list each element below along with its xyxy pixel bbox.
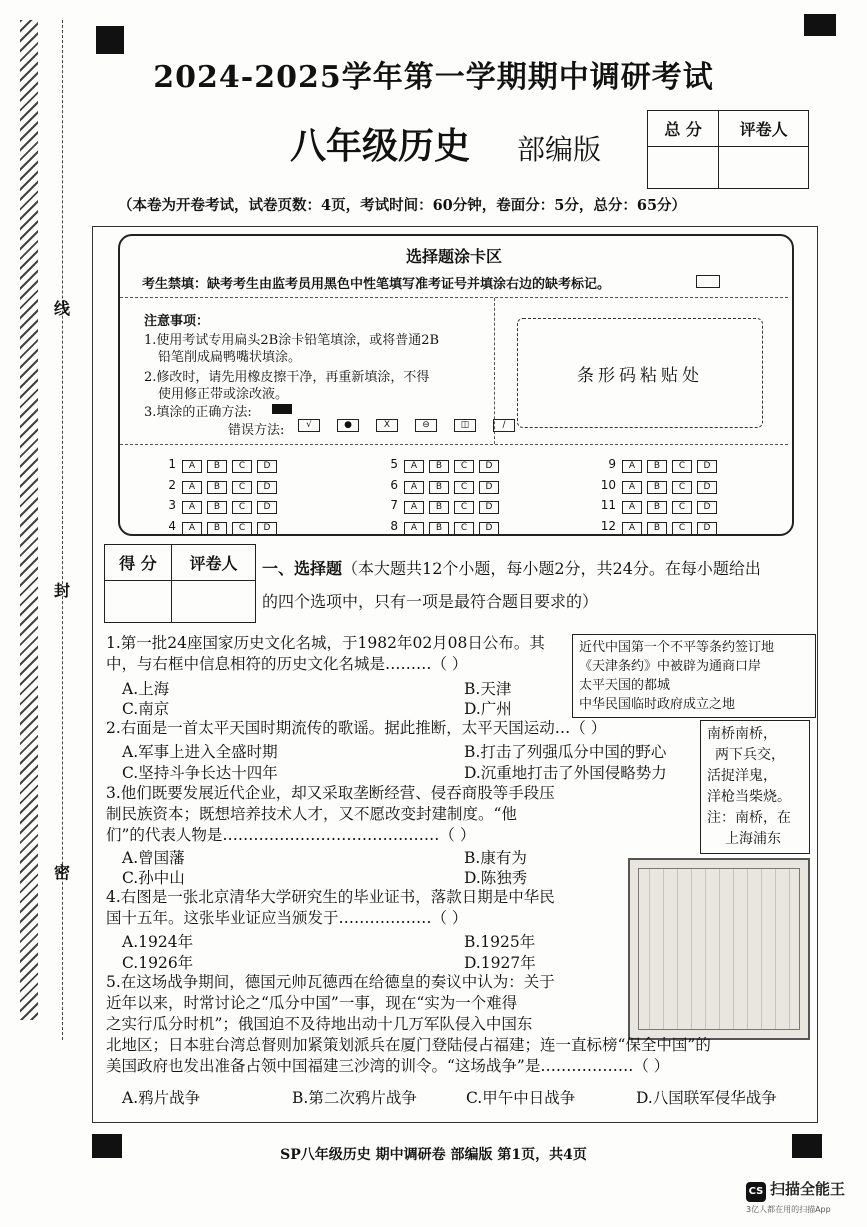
bubble-c[interactable]: C: [454, 522, 474, 535]
bubble-a[interactable]: A: [622, 501, 642, 514]
scanner-watermark: [746, 1178, 845, 1202]
bubble-b[interactable]: B: [647, 481, 667, 494]
bubble-d[interactable]: D: [697, 501, 717, 514]
bubble-d[interactable]: D: [697, 522, 717, 535]
answer-column-2: [382, 453, 504, 535]
bubble-a[interactable]: A: [622, 522, 642, 535]
bubble-b[interactable]: B: [429, 481, 449, 494]
question-2: [106, 718, 606, 739]
bubble-b[interactable]: B: [429, 522, 449, 535]
ballad-line: 活捉洋鬼，: [707, 768, 777, 784]
option[interactable]: C.坚持斗争长达十四年: [122, 764, 278, 782]
bubble-a[interactable]: A: [622, 460, 642, 473]
bubble-c[interactable]: C: [672, 522, 692, 535]
ballad-note: 注：南桥，在: [707, 810, 791, 826]
option[interactable]: D.沉重地打击了外国侵略势力: [464, 764, 667, 782]
wrong-mark-slash: ∕: [493, 419, 515, 432]
total-score-label: 总 分: [648, 111, 719, 147]
answer-column-3: [600, 453, 722, 535]
bubble-c[interactable]: C: [232, 522, 252, 535]
question-text-line: 国十五年。这张毕业证应当颁发于………………（ ）: [106, 909, 468, 927]
answer-card-title: 选择题涂卡区: [405, 247, 502, 266]
grader-cell[interactable]: [719, 147, 809, 189]
side-label-feng: 封: [54, 581, 71, 600]
exam-edition: 部编版: [517, 133, 602, 166]
bubble-a[interactable]: A: [404, 460, 424, 473]
option[interactable]: B.康有为: [464, 849, 527, 867]
question-text-line: 中，与右框中信息相符的历史文化名城是………（ ）: [106, 655, 468, 673]
bubble-d[interactable]: D: [479, 460, 499, 473]
bubble-a[interactable]: A: [404, 501, 424, 514]
source-line: 太平天国的都城: [579, 678, 671, 693]
barcode-label: 条形码粘贴处: [577, 365, 703, 386]
scanner-tagline: 3亿人都在用的扫描App: [746, 1205, 831, 1214]
option[interactable]: A.鸦片战争: [122, 1089, 201, 1107]
bubble-d[interactable]: D: [697, 481, 717, 494]
note-line-3: 2.修改时，请先用橡皮擦干净，再重新填涂，不得: [144, 370, 430, 385]
binding-dashed-line: [62, 20, 63, 1040]
question-number: 5: [390, 457, 398, 471]
option[interactable]: D.1927年: [464, 954, 536, 972]
section-score-label: 得 分: [105, 545, 172, 581]
ballad-line: 南桥南桥，: [707, 726, 777, 742]
barcode-area: [517, 318, 763, 428]
question-number: 7: [390, 498, 398, 512]
bubble-d[interactable]: D: [697, 460, 717, 473]
question-text-line: 们”的代表人物是……………………………………（ ）: [106, 826, 476, 844]
option[interactable]: A.1924年: [122, 933, 194, 951]
wrong-mark-partial: ⊖: [415, 419, 437, 432]
note-line-1: 1.使用考试专用扁头2B涂卡铅笔填涂，或将普通2B: [144, 333, 440, 348]
corner-mark-top-right: [804, 14, 836, 36]
bubble-d[interactable]: D: [257, 460, 277, 473]
section-score-cell[interactable]: [105, 581, 172, 623]
bubble-a[interactable]: A: [182, 501, 202, 514]
bubble-a[interactable]: A: [622, 481, 642, 494]
binding-hatch: [20, 20, 38, 1020]
answer-row: [160, 453, 282, 474]
wrong-method-examples: [298, 419, 520, 432]
bubble-c[interactable]: C: [232, 460, 252, 473]
question-number: 3: [168, 498, 176, 512]
bubble-b[interactable]: B: [207, 522, 227, 535]
option[interactable]: B.天津: [464, 680, 512, 698]
bubble-b[interactable]: B: [429, 460, 449, 473]
question-text-line: 之实行瓜分时机”；俄国迫不及待地出动十几万军队侵入中国东: [106, 1015, 533, 1033]
option[interactable]: B.打击了列强瓜分中国的野心: [464, 743, 667, 761]
section-grader-cell[interactable]: [171, 581, 255, 623]
question-5: [106, 972, 711, 1077]
bubble-d[interactable]: D: [257, 501, 277, 514]
answer-row: [160, 494, 282, 515]
bubble-c[interactable]: C: [454, 460, 474, 473]
wrong-method-label: 错误方法:: [228, 423, 285, 438]
bubble-b[interactable]: B: [429, 501, 449, 514]
bubble-b[interactable]: B: [207, 501, 227, 514]
question-text-line: 制民族资本；既想培养技术人才，又不愿改变封建制度。“他: [106, 805, 517, 823]
bubble-c[interactable]: C: [454, 501, 474, 514]
question-3: [106, 783, 555, 846]
option[interactable]: A.军事上进入全盛时期: [122, 743, 278, 761]
section-score-box: [104, 544, 256, 623]
question-number: 9: [608, 457, 616, 471]
question-text-line: 美国政府也发出准备占领中国福建三沙湾的训令。“这场战争”是………………（ ）: [106, 1057, 670, 1075]
question-1: [106, 633, 545, 675]
answer-row: [600, 515, 722, 536]
wrong-mark-half: ◫: [454, 419, 476, 432]
correct-method-label: 3.填涂的正确方法:: [144, 405, 252, 420]
bubble-a[interactable]: A: [404, 481, 424, 494]
bubble-d[interactable]: D: [479, 501, 499, 514]
answer-row: [382, 494, 504, 515]
card-divider-2: [120, 444, 788, 445]
option[interactable]: B.1925年: [464, 933, 536, 951]
ballad-note: 上海浦东: [725, 831, 781, 847]
section-instructions-1: （本大题共12个小题，每小题2分，共24分。在每小题给出: [342, 559, 761, 578]
section-grader-label: 评卷人: [171, 545, 255, 581]
answer-row: [160, 515, 282, 536]
option[interactable]: C.南京: [122, 700, 170, 718]
source-line: 《天津条约》中被辟为通商口岸: [579, 659, 762, 674]
answer-column-1: [160, 453, 282, 535]
absent-notice: 考生禁填：缺考考生由监考员用黑色中性笔填写准考证号并填涂右边的缺考标记。: [142, 277, 611, 292]
question-text-line: 4.右图是一张北京清华大学研究生的毕业证书，落款日期是中华民: [106, 888, 555, 906]
wrong-mark-cross: X: [376, 419, 398, 432]
option[interactable]: A.上海: [122, 680, 170, 698]
grader-label: 评卷人: [719, 111, 809, 147]
option[interactable]: C.1926年: [122, 954, 194, 972]
question-number: 12: [600, 518, 616, 533]
notes-title: 注意事项：: [144, 314, 210, 329]
source-line: 中华民国临时政府成立之地: [579, 697, 736, 712]
corner-mark-top-left: [96, 26, 124, 54]
question-number: 2: [168, 477, 176, 492]
absent-mark-box[interactable]: [696, 275, 720, 288]
side-label-mi: 密: [54, 863, 71, 882]
question-number: 1: [168, 457, 176, 471]
option[interactable]: A.曾国藩: [122, 849, 185, 867]
note-line-2: 铅笔削成扁鸭嘴状填涂。: [158, 350, 302, 365]
note-line-4: 使用修正带或涂改液。: [158, 387, 289, 402]
bubble-d[interactable]: D: [479, 481, 499, 494]
correct-fill-example: [272, 404, 292, 414]
bubble-b[interactable]: B: [647, 501, 667, 514]
bubble-a[interactable]: A: [182, 460, 202, 473]
question-number: 11: [600, 498, 616, 512]
question-text-line: 近年以来，时常讨论之“瓜分中国”一事，现在“实为一个难得: [106, 994, 518, 1012]
answer-row: [382, 515, 504, 536]
bubble-b[interactable]: B: [207, 460, 227, 473]
bubble-c[interactable]: C: [454, 481, 474, 494]
card-divider: [120, 297, 788, 298]
bubble-c[interactable]: C: [672, 460, 692, 473]
option[interactable]: D.陈独秀: [464, 869, 528, 887]
bubble-c[interactable]: C: [672, 481, 692, 494]
side-label-xian: 线: [54, 299, 71, 318]
option[interactable]: C.甲午中日战争: [466, 1089, 576, 1107]
question-text-line: 北地区；日本驻台湾总督则加紧策划派兵在厦门登陆侵占福建；连一直标榜“保全中国”的: [106, 1036, 711, 1054]
answer-row: [382, 453, 504, 474]
bubble-c[interactable]: C: [232, 481, 252, 494]
bubble-c[interactable]: C: [672, 501, 692, 514]
answer-row: [600, 494, 722, 515]
bubble-b[interactable]: B: [207, 481, 227, 494]
question-2-ballad-box: [700, 720, 810, 854]
answer-row: [600, 474, 722, 495]
section-title: 一、选择题: [262, 559, 343, 578]
question-number: 10: [600, 477, 616, 492]
question-text-line: 3.他们既要发展近代企业，却又采取垄断经营、侵吞商股等手段压: [106, 784, 555, 802]
wrong-mark-dot: ●: [337, 419, 359, 432]
bubble-b[interactable]: B: [647, 522, 667, 535]
total-score-cell[interactable]: [648, 147, 719, 189]
question-text-line: 1.第一批24座国家历史文化名城，于1982年02月08日公布。其: [106, 634, 545, 652]
answer-row: [160, 474, 282, 495]
option[interactable]: D.广州: [464, 700, 512, 718]
exam-info-line: （本卷为开卷考试，试卷页数：4页，考试时间：60分钟，卷面分：5分，总分：65分）: [118, 197, 687, 214]
wrong-mark-check: √: [298, 419, 320, 432]
total-score-box: [647, 110, 809, 189]
question-number: 6: [390, 477, 398, 492]
exam-subject: 八年级历史: [290, 125, 471, 167]
question-text-line: 5.在这场战争期间，德国元帅瓦德西在给德皇的奏议中认为：关于: [106, 973, 555, 991]
page-footer: SP八年级历史 期中调研卷 部编版 第1页，共4页: [280, 1147, 587, 1163]
option[interactable]: D.八国联军侵华战争: [636, 1089, 777, 1107]
bubble-a[interactable]: A: [182, 522, 202, 535]
bubble-a[interactable]: A: [404, 522, 424, 535]
answer-row: [382, 474, 504, 495]
bubble-d[interactable]: D: [479, 522, 499, 535]
exam-title: 2024-2025学年第一学期期中调研考试: [153, 60, 714, 95]
section-instructions-2: 的四个选项中，只有一项是最符合题目要求的）: [262, 592, 599, 611]
ballad-line: 洋枪当柴烧。: [707, 789, 791, 805]
bubble-d[interactable]: D: [257, 481, 277, 494]
answer-row: [600, 453, 722, 474]
question-number: 8: [390, 518, 398, 533]
ballad-line: 两下兵交，: [715, 747, 785, 763]
bubble-a[interactable]: A: [182, 481, 202, 494]
source-line: 近代中国第一个不平等条约签订地: [579, 640, 775, 655]
scanner-brand: 扫描全能王: [770, 1180, 846, 1198]
bubble-d[interactable]: D: [257, 522, 277, 535]
question-1-source-box: [572, 634, 816, 718]
question-number: 4: [168, 518, 176, 533]
bubble-c[interactable]: C: [232, 501, 252, 514]
option[interactable]: C.孙中山: [122, 869, 185, 887]
bubble-b[interactable]: B: [647, 460, 667, 473]
section-heading: [262, 556, 761, 579]
question-4: [106, 887, 555, 929]
question-text-line: 2.右面是一首太平天国时期流传的歌谣。据此推断，太平天国运动…（ ）: [106, 719, 607, 737]
option[interactable]: B.第二次鸦片战争: [292, 1089, 417, 1107]
scanner-logo-icon: CS: [746, 1182, 766, 1202]
